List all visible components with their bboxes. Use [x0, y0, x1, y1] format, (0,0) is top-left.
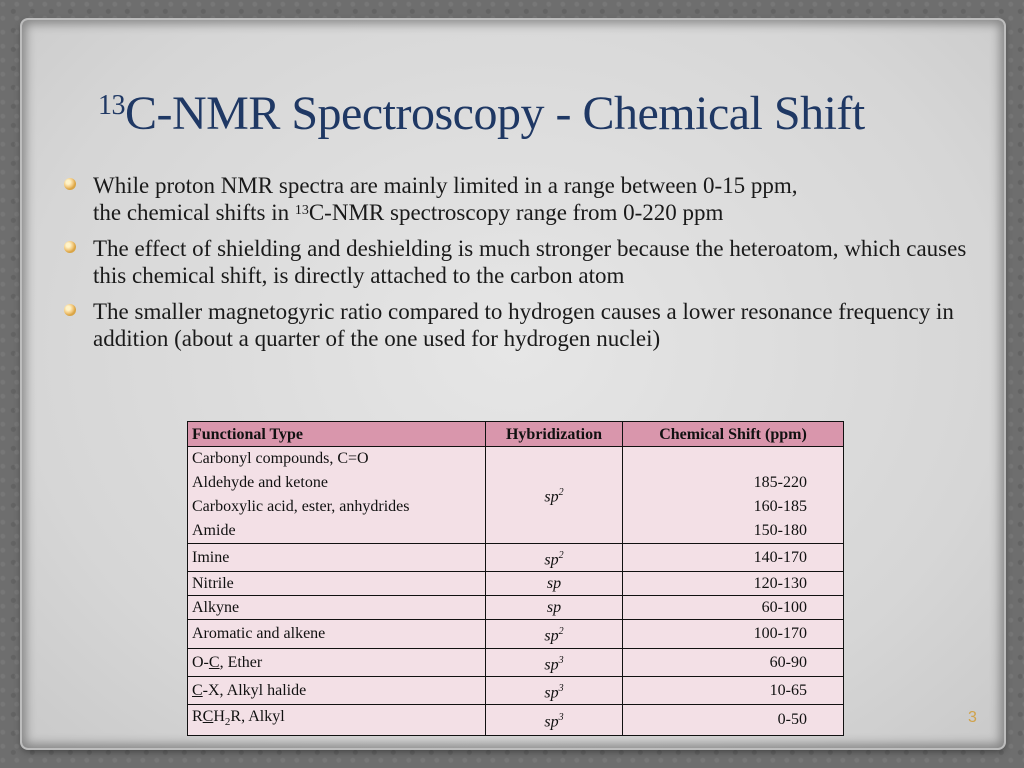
hyb-sup: 2: [558, 626, 564, 638]
type-line: Amide: [192, 522, 236, 539]
type-text: O-: [192, 653, 209, 671]
cell-hybridization: [486, 572, 623, 596]
hyb-text: sp: [544, 713, 559, 731]
hyb-text: sp: [544, 655, 559, 673]
cell-type: Alkyne: [188, 596, 486, 620]
table-row: [188, 705, 844, 735]
cell-hybridization: [486, 544, 623, 572]
header-chemical-shift: Chemical Shift (ppm): [623, 422, 844, 447]
cell-shift: 10-65: [623, 676, 844, 704]
bullet-text: the chemical shifts in: [93, 200, 295, 225]
title-text: C-NMR Spectroscopy - Chemical Shift: [125, 87, 865, 140]
chemical-shift-table: [187, 421, 844, 736]
cell-shift: 60-90: [623, 648, 844, 676]
shift-line: 185-220: [753, 474, 807, 491]
hyb-text: sp: [544, 551, 559, 569]
cell-shift: 140-170: [623, 544, 844, 572]
type-underlined: C: [202, 708, 214, 726]
cell-hybridization: [486, 596, 623, 620]
type-text: -X, Alkyl halide: [202, 682, 307, 700]
type-text: , Ether: [219, 653, 263, 671]
hyb-text: sp: [544, 627, 559, 645]
table-row: [188, 572, 844, 596]
type-underlined: C: [192, 682, 203, 700]
cell-type: Nitrile: [188, 572, 486, 596]
type-line: Carboxylic acid, ester, anhydrides: [192, 498, 410, 515]
table-row: [188, 620, 844, 648]
type-line: Aldehyde and ketone: [192, 474, 328, 491]
cell-shift: [623, 447, 844, 544]
table-row: [188, 447, 844, 544]
bullet-item: [62, 298, 982, 352]
slide-title: [98, 86, 958, 141]
table-row: [188, 596, 844, 620]
page-number: 3: [968, 709, 977, 726]
bullet-superscript: 13: [294, 203, 309, 218]
shift-line: 150-180: [753, 522, 807, 539]
table-row: [188, 648, 844, 676]
hyb-sup: 3: [558, 712, 564, 724]
title-superscript: 13: [98, 90, 125, 121]
bullet-text: The smaller magnetogyric ratio compared to hydrogen causes a lower resonance frequency in addition (about a quarter of the one used for hydrogen nuclei): [93, 299, 954, 351]
cell-shift: 120-130: [623, 572, 844, 596]
hyb-sup: 2: [558, 550, 564, 561]
bullet-text: C-NMR spectroscopy range from 0-220 ppm: [308, 200, 724, 225]
bullet-dot-icon: [64, 304, 76, 316]
cell-hybridization: [486, 620, 623, 648]
cell-type: Aromatic and alkene: [188, 620, 486, 648]
shift-line: 160-185: [753, 498, 807, 515]
cell-type: [188, 447, 486, 544]
cell-type: Imine: [188, 544, 486, 572]
table-row: [188, 676, 844, 704]
hyb-text: sp: [544, 684, 559, 702]
header-functional-type: Functional Type: [188, 422, 486, 447]
bullet-item: [62, 235, 982, 289]
cell-shift: 100-170: [623, 620, 844, 648]
table-row: [188, 544, 844, 572]
cell-shift: 60-100: [623, 596, 844, 620]
bullet-text: While proton NMR spectra are mainly limited in a range between 0-15 ppm,: [93, 173, 798, 198]
hyb-sup: 3: [558, 682, 564, 694]
cell-hybridization: [486, 676, 623, 704]
shift-line: [627, 447, 807, 471]
type-text: H: [213, 708, 225, 726]
cell-hybridization: [486, 648, 623, 676]
hyb-text: sp: [544, 488, 559, 506]
hyb-sup: 3: [558, 654, 564, 666]
cell-hybridization: [486, 447, 623, 544]
table-header-row: [188, 422, 844, 447]
type-line: Carbonyl compounds, C=O: [192, 450, 369, 467]
type-subscript: 2: [224, 716, 231, 729]
cell-hybridization: [486, 705, 623, 735]
cell-shift: 0-50: [623, 705, 844, 735]
cell-type: [188, 705, 486, 735]
header-hybridization: Hybridization: [486, 422, 623, 447]
cell-type: [188, 648, 486, 676]
hyb-text: sp: [546, 599, 562, 617]
bullet-text: The effect of shielding and deshielding is much stronger because the heteroatom, which causes this chemical shift, is directly attached to the carbon atom: [93, 236, 967, 288]
type-text: R, Alkyl: [230, 708, 285, 726]
bullet-dot-icon: [64, 178, 76, 190]
hyb-sup: 2: [558, 487, 564, 499]
bullet-item: [62, 172, 982, 226]
bullet-dot-icon: [64, 241, 76, 253]
type-underlined: C: [208, 653, 220, 671]
bullet-list: [62, 172, 982, 361]
cell-type: [188, 676, 486, 704]
hyb-text: sp: [546, 575, 562, 593]
type-text: R: [192, 708, 203, 726]
